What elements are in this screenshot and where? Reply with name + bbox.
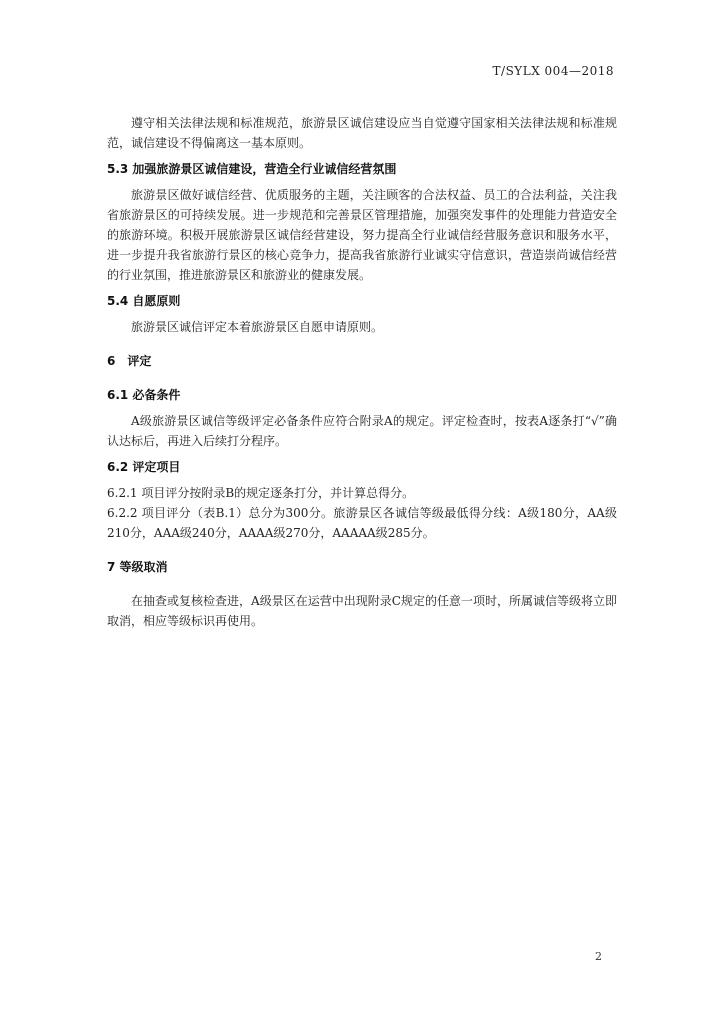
heading-6-1: 6.1 必备条件 bbox=[107, 388, 181, 402]
heading-7: 7 等级取消 bbox=[107, 560, 168, 574]
heading-6: 6 评定 bbox=[107, 354, 152, 368]
paragraph-intro: 遵守相关法律法规和标准规范，旅游景区诚信建设应当自觉遵守国家相关法律法规和标准规范，诚信建设不得偏离这一基本原则。 bbox=[107, 116, 617, 150]
paragraph-7: 在抽查或复核检查进，A级景区在运营中出现附录C规定的任意一项时，所属诚信等级将立即取消，相应等级标识再使用。 bbox=[107, 594, 617, 628]
heading-5-3: 5.3 加强旅游景区诚信建设，营造全行业诚信经营氛围 bbox=[107, 162, 397, 176]
paragraph-6-2-2: 6.2.2 项目评分（表B.1）总分为300分。旅游景区各诚信等级最低得分线：A级180分，AA级210分，AAA级240分，AAAA级270分，AAAAA级285分。 bbox=[107, 506, 617, 540]
paragraph-5-3: 旅游景区做好诚信经营、优质服务的主题，关注顾客的合法权益、员工的合法利益，关注我省旅游景区的可持续发展。进一步规范和完善景区管理措施，加强突发事件的处理能力营造安全的旅游环境。积极开展旅游景区诚信经营建设，努力提高全行业诚信经营服务意识和服务水平，进一步提升我省旅游行景区的核心竞争力，提高我省旅游行业诚实守信意识，营造崇尚诚信经营的行业氛围，推进旅游景区和旅游业的健康发展。 bbox=[107, 188, 617, 282]
paragraph-6-1: A级旅游景区诚信等级评定必备条件应符合附录A的规定。评定检查时，按表A逐条打“√”确认达标后，再进入后续打分程序。 bbox=[107, 414, 617, 448]
document-body bbox=[107, 113, 617, 631]
paragraph-5-4: 旅游景区诚信评定本着旅游景区自愿申请原则。 bbox=[131, 320, 384, 334]
document-code: T/SYLX 004—2018 bbox=[492, 64, 614, 78]
heading-6-2: 6.2 评定项目 bbox=[107, 460, 181, 474]
paragraph-6-2-1: 6.2.1 项目评分按附录B的规定逐条打分，并计算总得分。 bbox=[107, 486, 415, 500]
page-number: 2 bbox=[595, 950, 602, 963]
heading-5-4: 5.4 自愿原则 bbox=[107, 294, 181, 308]
